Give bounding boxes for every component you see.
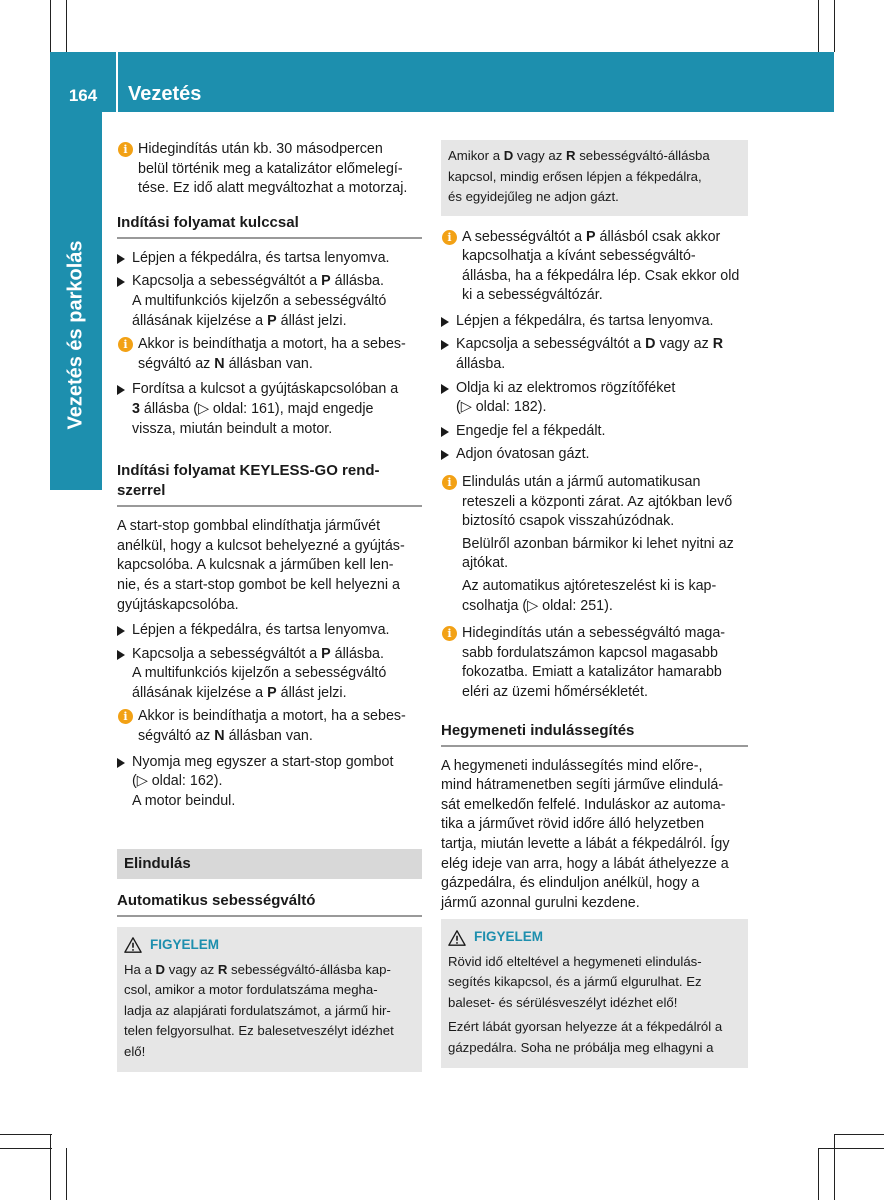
bullet-step	[117, 645, 422, 704]
gear-position: P	[267, 684, 277, 701]
gear-position: P	[586, 228, 596, 245]
heading-line: szerrel	[117, 482, 166, 500]
info-line: Hidegindítás után kb. 30 másodpercen	[138, 141, 383, 157]
bullet-step	[441, 335, 748, 374]
bullet-step	[117, 621, 422, 641]
info-line: Elindulás után a jármű automatikusan	[462, 474, 701, 491]
paragraph-line: sát emelkedőn felfelé. Induláskor az automa-	[441, 796, 726, 813]
step-text: Kapcsolja a sebességváltót a	[132, 645, 322, 662]
note-line: kapcsol, mindig erősen lépjen a fékpedálra,	[448, 168, 702, 184]
info-line: állásból csak akkor	[595, 228, 721, 245]
bullet-step	[117, 380, 422, 439]
info-icon: i	[442, 230, 457, 245]
crop-mark	[818, 0, 819, 52]
bullet-step	[117, 272, 422, 331]
step-text: Lépjen a fékpedálra, és tartsa lenyomva.	[132, 249, 390, 266]
left-column	[117, 140, 422, 1072]
arrow-bullet-icon	[117, 385, 125, 395]
paragraph-line: A start-stop gombbal elindíthatja járművét	[117, 518, 381, 535]
step-text: állásba.	[330, 645, 384, 662]
warning-triangle-icon	[448, 929, 466, 947]
step-text: Oldja ki az elektromos rögzítőféket	[456, 379, 676, 396]
crop-mark	[66, 0, 67, 52]
info-line: állásban van.	[224, 355, 313, 372]
info-line: állásba, ha a fékpedálra lép. Csak ekkor old	[462, 267, 740, 284]
gear-position: N	[214, 355, 225, 372]
info-icon: i	[118, 709, 133, 724]
info-icon: i	[442, 626, 457, 641]
warning-title-text: FIGYELEM	[150, 937, 220, 953]
bullet-step	[441, 445, 748, 465]
info-line: ségváltó az	[138, 728, 215, 745]
warning-box	[117, 927, 422, 1072]
paragraph-line: tika a járművet rövid időre álló helyzetben	[441, 816, 705, 833]
gear-position: P	[267, 312, 277, 329]
step-text: Adjon óvatosan gázt.	[456, 446, 590, 463]
gear-position: R	[566, 148, 576, 163]
info-note	[117, 335, 422, 374]
warning-line: ladja az alapjárati fordulatszámot, a jármű hir-	[124, 1002, 391, 1018]
paragraph-line: elég ideje van arra, hogy a lábát áthelyezze a	[441, 855, 729, 872]
bullet-step	[441, 422, 748, 442]
info-note	[117, 707, 422, 746]
info-line: Akkor is beindíthatja a motort, ha a sebes-	[138, 708, 406, 725]
arrow-bullet-icon	[117, 758, 125, 768]
info-line: csolhatja (▷ oldal: 251).	[462, 597, 613, 614]
warning-title	[448, 927, 741, 948]
step-text: Fordítsa a kulcsot a gyújtáskapcsolóban a	[132, 381, 399, 398]
step-text: állást jelzi.	[276, 684, 347, 701]
arrow-bullet-icon	[441, 427, 449, 437]
step-text: állást jelzi.	[276, 312, 347, 329]
warning-line: vagy az	[165, 961, 218, 977]
gear-position: D	[155, 961, 166, 977]
crop-mark	[50, 0, 51, 52]
paragraph-line: nie, és a start-stop gombot be kell helyezni a	[117, 576, 400, 593]
crop-mark	[818, 1148, 884, 1149]
section-band: Elindulás	[117, 849, 422, 879]
bullet-step	[441, 312, 748, 332]
info-continuation	[441, 577, 748, 616]
warning-box	[441, 919, 748, 1068]
header-divider	[116, 52, 118, 112]
crop-mark	[834, 1134, 835, 1200]
warning-paragraph	[448, 952, 741, 1014]
warning-line: elő!	[124, 1043, 146, 1059]
crop-mark	[66, 1148, 67, 1200]
step-text: Engedje fel a fékpedált.	[456, 422, 606, 439]
paragraph-line: tartja, miután levette a lábát a fékpedálról. Így	[441, 835, 730, 852]
info-note	[441, 473, 748, 532]
crop-mark	[834, 0, 835, 52]
info-line: kapcsolhatja a kívánt sebességváltó-	[462, 248, 696, 265]
paragraph-line: anélkül, hogy a kulcsot behelyezné a gyújtás-	[117, 537, 405, 554]
paragraph-line: kapcsolóba. A kulcsnak a járműben kell len-	[117, 557, 394, 574]
info-line: belül történik meg a katalizátor előmelegí-	[138, 160, 403, 177]
info-line: ségváltó az	[138, 355, 215, 372]
crop-mark	[50, 1134, 51, 1200]
note-line: sebességváltó-állásba	[575, 148, 710, 163]
step-text: vagy az	[655, 336, 713, 353]
step-text: (▷ oldal: 182).	[456, 399, 547, 416]
gear-position: P	[321, 645, 331, 662]
bullet-step	[117, 753, 422, 812]
note-line: vagy az	[513, 148, 567, 163]
section-heading: Hegymeneti indulássegítés	[441, 721, 748, 747]
arrow-bullet-icon	[117, 626, 125, 636]
info-line: állásban van.	[224, 728, 313, 745]
gear-position: P	[321, 273, 331, 290]
section-heading: Indítási folyamat kulccsal	[117, 213, 422, 239]
paragraph-line: jármű azonnal gurulni kezdene.	[441, 894, 640, 911]
arrow-bullet-icon	[441, 450, 449, 460]
paragraph-line: gázpedálra, és elinduljon anélkül, hogy a	[441, 875, 700, 892]
paragraph	[441, 757, 748, 914]
page-number: 164	[68, 86, 98, 105]
warning-line: Ezért lábát gyorsan helyezze át a fékpedálról a	[448, 1019, 723, 1035]
step-text: Lépjen a fékpedálra, és tartsa lenyomva.	[132, 622, 390, 639]
step-text: állásba (▷ oldal: 161), majd engedje	[139, 400, 374, 417]
info-icon: i	[118, 142, 133, 157]
step-text: vissza, miután beindult a motor.	[132, 420, 333, 437]
arrow-bullet-icon	[441, 340, 449, 350]
note-box	[441, 140, 748, 216]
step-text: Kapcsolja a sebességváltót a	[132, 273, 322, 290]
warning-line: Ha a	[124, 961, 156, 977]
note-line: Amikor a	[448, 148, 504, 163]
heading-line: Indítási folyamat KEYLESS-GO rend-	[117, 462, 380, 480]
crop-mark	[818, 1148, 819, 1200]
step-text: (▷ oldal: 162).	[132, 773, 223, 790]
arrow-bullet-icon	[441, 317, 449, 327]
warning-triangle-icon	[124, 936, 142, 954]
step-text: A multifunkciós kijelzőn a sebességváltó	[132, 292, 387, 309]
info-line: ki a sebességváltózár.	[462, 287, 603, 304]
info-line: sabb fordulatszámon kapcsol magasabb	[462, 644, 718, 661]
crop-mark	[0, 1148, 52, 1149]
arrow-bullet-icon	[117, 254, 125, 264]
warning-line: segítés kikapcsol, és a jármű elgurulhat. Ez	[448, 974, 702, 990]
note-line: és egyidejűleg ne adjon gázt.	[448, 189, 619, 204]
info-note	[117, 140, 422, 199]
warning-line: baleset- és sérülésveszélyt idézhet elő!	[448, 994, 678, 1010]
paragraph	[117, 517, 422, 615]
step-text: állásának kijelzése a	[132, 684, 268, 701]
gear-position: N	[214, 728, 225, 745]
gear-position: D	[503, 148, 514, 163]
warning-line: telen felgyorsulhat. Ez balesetveszélyt idézhet	[124, 1023, 394, 1039]
info-icon: i	[118, 337, 133, 352]
gear-position: R	[217, 961, 228, 977]
arrow-bullet-icon	[441, 384, 449, 394]
step-text: A motor beindul.	[132, 792, 236, 809]
info-line: reteszeli a központi zárat. Az ajtókban levő	[462, 493, 733, 510]
step-text: állásba.	[456, 356, 506, 373]
info-line: Az automatikus ajtóreteszelést ki is kap-	[462, 578, 717, 594]
info-line: A sebességváltót a	[462, 228, 586, 245]
info-icon: i	[442, 475, 457, 490]
chapter-side-tab-label: Vezetés és parkolás	[64, 240, 87, 430]
arrow-bullet-icon	[117, 277, 125, 287]
step-text: állásba.	[330, 273, 384, 290]
step-text: Lépjen a fékpedálra, és tartsa lenyomva.	[456, 312, 714, 329]
info-line: fokozatba. Emiatt a katalizátor hamarabb	[462, 664, 722, 681]
warning-line: csol, amikor a motor fordulatszáma megha-	[124, 982, 378, 998]
paragraph-line: gyújtáskapcsolóba.	[117, 596, 239, 613]
crop-mark	[834, 1134, 884, 1135]
paragraph-line: mind hátramenetben segíti járműve elindulá-	[441, 777, 724, 794]
info-line: Belülről azonban bármikor ki lehet nyitni az	[462, 535, 734, 552]
bullet-step	[117, 249, 422, 269]
gear-position: R	[712, 336, 724, 353]
warning-paragraph	[448, 1017, 741, 1058]
page-title: Vezetés	[128, 83, 202, 105]
step-text: állásának kijelzése a	[132, 312, 268, 329]
info-note	[441, 624, 748, 702]
step-text: Kapcsolja a sebességváltót a	[456, 336, 646, 353]
crop-mark	[0, 1134, 52, 1135]
section-heading	[117, 461, 422, 507]
step-text: A multifunkciós kijelzőn a sebességváltó	[132, 665, 387, 682]
info-line: ajtókat.	[462, 555, 509, 572]
paragraph-line: A hegymeneti indulássegítés mind előre-,	[441, 757, 703, 774]
info-line: eléri az üzemi hőmérsékletét.	[462, 683, 648, 700]
right-column	[441, 140, 748, 1068]
warning-line: sebességváltó-állásba kap-	[227, 961, 391, 977]
gear-position: D	[645, 336, 656, 353]
bullet-step	[441, 379, 748, 418]
section-heading: Automatikus sebességváltó	[117, 891, 422, 917]
info-line: tése. Ez idő alatt megváltozhat a motorzaj.	[138, 180, 408, 197]
warning-line: gázpedálra. Soha ne próbálja meg elhagyni a	[448, 1039, 714, 1055]
warning-title-text: FIGYELEM	[474, 929, 544, 945]
info-line: Akkor is beindíthatja a motort, ha a sebes-	[138, 336, 406, 353]
key-position: 3	[132, 400, 140, 417]
info-line: biztosító csapok visszahúzódnak.	[462, 513, 675, 530]
arrow-bullet-icon	[117, 650, 125, 660]
step-text: Nyomja meg egyszer a start-stop gombot	[132, 753, 394, 770]
warning-line: Rövid idő elteltével a hegymeneti elindulás-	[448, 953, 702, 969]
info-note	[441, 228, 748, 306]
info-continuation	[441, 535, 748, 574]
warning-title	[124, 935, 415, 956]
info-line: Hidegindítás után a sebességváltó maga-	[462, 625, 726, 642]
